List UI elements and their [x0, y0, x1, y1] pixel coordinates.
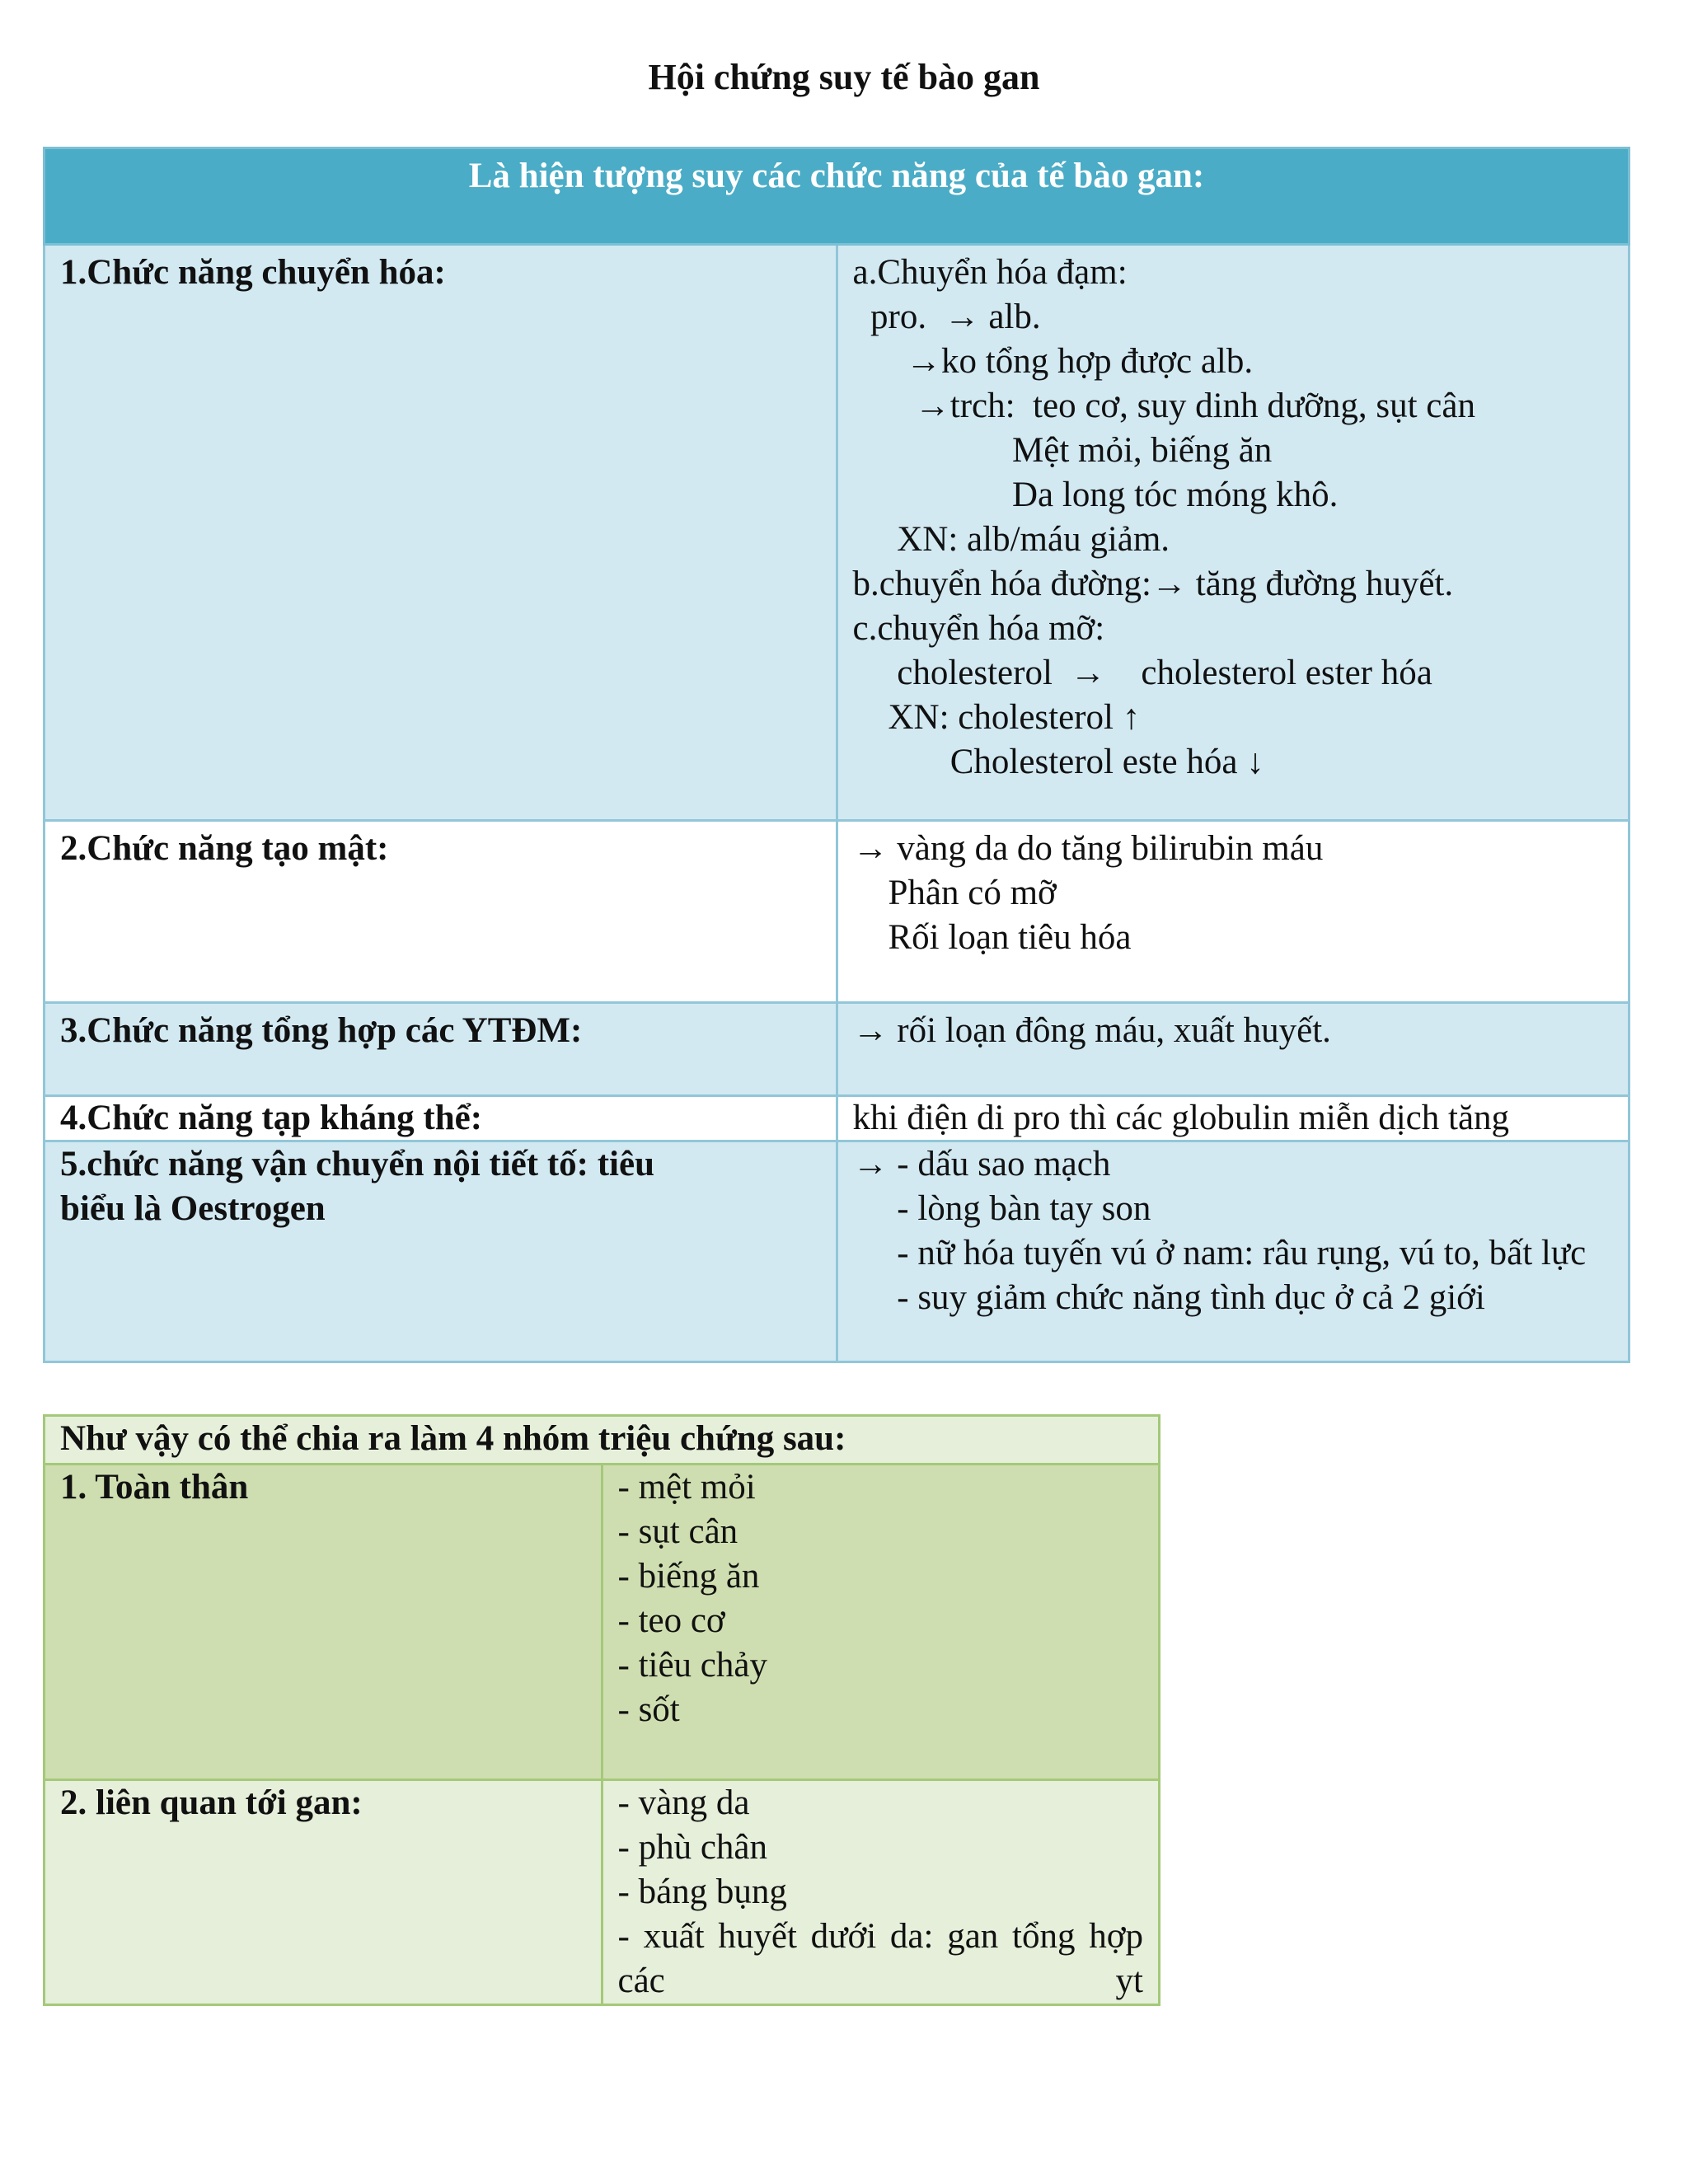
function-label: 2.Chức năng tạo mật: — [45, 821, 837, 1003]
detail-line: Cholesterol este hóa ↓ — [852, 743, 1264, 781]
function-details — [837, 821, 1629, 1003]
table-row — [45, 245, 1629, 821]
detail-line: → vàng da do tăng bilirubin máu — [852, 829, 1324, 868]
list-item: - teo cơ — [617, 1601, 725, 1640]
detail-line: c.chuyển hóa mỡ: — [852, 609, 1105, 648]
detail-line: - lòng bàn tay son — [852, 1189, 1151, 1228]
list-item: - sụt cân — [617, 1512, 738, 1551]
table-row — [45, 1465, 1160, 1780]
detail-line: → rối loạn đông máu, xuất huyết. — [852, 1011, 1331, 1050]
label-line: 5.chức năng vận chuyển nội tiết tố: tiêu — [60, 1145, 654, 1183]
list-item: - báng bụng — [617, 1872, 787, 1911]
table-header: Là hiện tượng suy các chức năng của tế bào gan: — [45, 148, 1629, 245]
detail-line: →trch: teo cơ, suy dinh dưỡng, sụt cân — [852, 387, 1475, 425]
detail-line: cholesterol → cholesterol ester hóa — [852, 654, 1432, 692]
list-item: - phù chân — [617, 1828, 767, 1867]
detail-line: b.chuyển hóa đường:→ tăng đường huyết. — [852, 565, 1454, 603]
detail-line: →ko tổng hợp được alb. — [852, 342, 1254, 381]
group-label: 1. Toàn thân — [45, 1465, 603, 1780]
function-details — [837, 245, 1629, 821]
table-row — [45, 1096, 1629, 1141]
detail-line: khi điện di pro thì các globulin miễn dịch tăng — [852, 1099, 1510, 1137]
function-details — [837, 1096, 1629, 1141]
group-items — [602, 1780, 1160, 2005]
page-title: Hội chứng suy tế bào gan — [648, 57, 1040, 97]
function-label: 4.Chức năng tạp kháng thể: — [45, 1096, 837, 1141]
detail-line: pro. → alb. — [852, 298, 1041, 336]
list-item: - tiêu chảy — [617, 1646, 767, 1685]
symptom-groups-table — [43, 1414, 1160, 2006]
function-details — [837, 1003, 1629, 1096]
list-item: - sốt — [617, 1690, 680, 1729]
function-label: 3.Chức năng tổng hợp các YTĐM: — [45, 1003, 837, 1096]
table-row — [45, 1003, 1629, 1096]
detail-line: Mệt mỏi, biếng ăn — [852, 431, 1273, 470]
detail-line: - nữ hóa tuyến vú ở nam: râu rụng, vú to, bất lực — [852, 1234, 1587, 1272]
table-header: Như vậy có thể chia ra làm 4 nhóm triệu chứng sau: — [45, 1416, 1160, 1465]
group-items — [602, 1465, 1160, 1780]
detail-line: → - dấu sao mạch — [852, 1145, 1111, 1183]
detail-line: XN: alb/máu giảm. — [852, 520, 1170, 559]
detail-line: XN: cholesterol ↑ — [852, 698, 1141, 737]
list-item: - biếng ăn — [617, 1557, 760, 1596]
label-line: biểu là Oestrogen — [60, 1189, 326, 1228]
list-item: - vàng da — [617, 1783, 750, 1822]
function-label: 1.Chức năng chuyển hóa: — [45, 245, 837, 821]
function-details — [837, 1141, 1629, 1362]
table-row — [45, 1141, 1629, 1362]
detail-line: - suy giảm chức năng tình dục ở cả 2 giới — [852, 1278, 1485, 1317]
table-row — [45, 1780, 1160, 2005]
detail-line: a.Chuyển hóa đạm: — [852, 253, 1128, 292]
table-header-row — [45, 1416, 1160, 1465]
group-label: 2. liên quan tới gan: — [45, 1780, 603, 2005]
detail-line: Rối loạn tiêu hóa — [852, 918, 1132, 957]
table-row — [45, 821, 1629, 1003]
detail-line: Da long tóc móng khô. — [852, 476, 1339, 514]
list-item: - mệt mỏi — [617, 1468, 756, 1507]
list-item: - xuất huyết dưới da: gan tổng hợp các yt — [617, 1917, 1143, 2000]
table-header-row — [45, 148, 1629, 245]
detail-line: Phân có mỡ — [852, 874, 1057, 912]
function-label — [45, 1141, 837, 1362]
liver-functions-table — [43, 147, 1630, 1363]
